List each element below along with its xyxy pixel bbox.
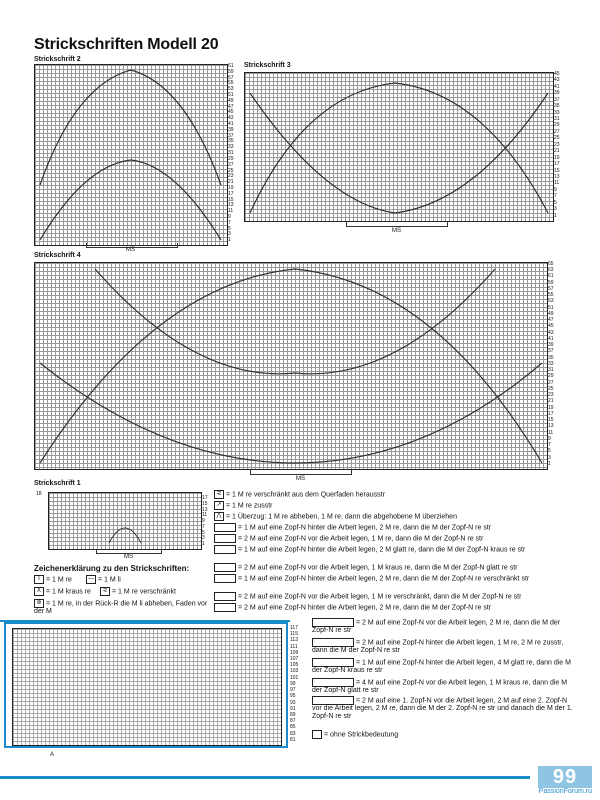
- chart-4-cables: [35, 263, 547, 469]
- cable-3-left-garter-icon: [214, 563, 236, 572]
- row-number: 3: [202, 535, 205, 542]
- legend-basic-2: X = 1 M kraus re: [34, 587, 91, 596]
- row-number: 11: [228, 208, 234, 215]
- row-number: 41: [548, 335, 554, 342]
- chart-1-row-numbers: [202, 496, 212, 548]
- row-number: 27: [548, 379, 554, 386]
- legend-lower-1: = 2 M auf eine Zopf-N hinter die Arbeit legen, 1 M re, 2 M re zusstr, dann die M der Zopf-N re str: [312, 639, 564, 655]
- chart-3-ms: MS: [392, 228, 401, 234]
- chart-1-cables: [49, 493, 201, 549]
- row-number: 7: [202, 523, 205, 530]
- chart-1-label: Strickschrift 1: [34, 480, 81, 487]
- row-number: 41: [228, 121, 234, 128]
- row-number: 13: [228, 202, 234, 209]
- cable-3-left-twisted-icon: [214, 592, 236, 601]
- row-number: 19: [554, 154, 560, 161]
- row-number: 13: [202, 506, 208, 513]
- legend-right-6: = 2 M auf eine Zopf-N vor die Arbeit legen, 1 M kraus re, dann die M der Zopf-N glatt re str: [214, 563, 594, 572]
- row-number: 11: [554, 180, 560, 187]
- row-number: 9: [548, 435, 551, 442]
- row-number: 25: [548, 385, 554, 392]
- row-number: 53: [548, 298, 554, 305]
- row-number: 51: [548, 304, 554, 311]
- cable-5-right-icon: [312, 658, 354, 667]
- row-number: 49: [228, 97, 234, 104]
- row-number: 7: [548, 442, 551, 449]
- chart-3-cables: [245, 73, 553, 221]
- row-number: 45: [228, 109, 234, 116]
- row-number: 47: [548, 317, 554, 324]
- row-number: 49: [548, 310, 554, 317]
- row-number: 35: [228, 138, 234, 145]
- row-number: 15: [228, 196, 234, 203]
- row-number: 111: [290, 643, 298, 650]
- row-number: 3: [554, 206, 557, 213]
- cable-3-left-icon: [214, 534, 236, 543]
- row-number: 19: [228, 184, 234, 191]
- row-number: 31: [554, 116, 560, 123]
- twisted-knit-icon: ⋜: [100, 587, 110, 596]
- row-number: 97: [290, 687, 296, 694]
- chart-3-label: Strickschrift 3: [244, 62, 291, 69]
- chart-4-label: Strickschrift 4: [34, 252, 81, 259]
- row-number: 9: [202, 518, 205, 525]
- skp-icon: ⋀: [214, 512, 224, 521]
- legend-right-3: = 1 M auf eine Zopf-N hinter die Arbeit legen, 2 M re, dann die M der Zopf-N re str: [214, 523, 594, 532]
- row-number: 117: [290, 625, 298, 631]
- row-number: 113: [290, 637, 298, 644]
- chart-2-ms: MS: [126, 247, 135, 253]
- row-number: 25: [554, 135, 560, 142]
- row-number: 15: [202, 500, 208, 507]
- row-number: 57: [228, 74, 234, 81]
- row-number: 5: [202, 529, 205, 536]
- row-number: 39: [554, 90, 560, 97]
- row-number: 17: [554, 161, 560, 168]
- cable-3-right-twisted-icon: [214, 574, 236, 583]
- legend-lower-4: = 2 M auf eine 1. Zopf-N vor die Arbeit legen, 2 M auf eine 2. Zopf-N vor die Arbeit legen, 2 M re, dann die M der 2. Zopf-N re str und danach die M der 1. Zopf-N re str: [312, 697, 573, 721]
- chart-5-grid: [12, 628, 282, 746]
- chart-2-grid: [34, 64, 228, 246]
- chart-1-top-left-number: 18: [36, 491, 42, 497]
- row-number: 59: [548, 279, 554, 286]
- chart-3-row-numbers: [554, 72, 568, 220]
- row-number: 29: [554, 122, 560, 129]
- page-number: 99: [538, 766, 592, 788]
- legend-lower-3: = 4 M auf eine Zopf-N vor die Arbeit legen, 1 M kraus re, dann die M der Zopf-N glatt re str: [312, 679, 568, 695]
- row-number: 17: [228, 190, 234, 197]
- row-number: 21: [228, 179, 234, 186]
- row-number: 31: [228, 150, 234, 157]
- no-stitch-icon: [312, 730, 322, 739]
- chart-3-ms-bracket: [346, 222, 448, 227]
- row-number: 93: [290, 699, 296, 706]
- chart-4-ms-bracket: [250, 470, 352, 475]
- cable-4-left-icon: [312, 618, 354, 627]
- row-number: 37: [554, 96, 560, 103]
- row-number: 47: [228, 103, 234, 110]
- row-number: 15: [548, 417, 554, 424]
- row-number: 85: [290, 724, 296, 731]
- row-number: 19: [548, 404, 554, 411]
- row-number: 21: [554, 148, 560, 155]
- row-number: 29: [548, 373, 554, 380]
- chart-3-grid: [244, 72, 554, 222]
- chart-1-ms-bracket: [96, 549, 162, 554]
- cable-4-dec-icon: [312, 638, 354, 647]
- row-number: 23: [228, 173, 234, 180]
- cable-4-right-icon: [214, 603, 236, 612]
- row-number: 13: [548, 423, 554, 430]
- purl-icon: —: [88, 576, 94, 582]
- row-number: 5: [548, 448, 551, 455]
- legend-basic-1: — = 1 M li: [88, 576, 121, 584]
- cable-3-right-garter-icon: [214, 545, 236, 554]
- chart-2-ms-bracket: [86, 243, 178, 248]
- row-number: 103: [290, 668, 299, 675]
- row-number: 17: [202, 495, 208, 501]
- row-number: 39: [548, 342, 554, 349]
- row-number: 91: [290, 705, 296, 712]
- row-number: 15: [554, 167, 560, 174]
- legend-right-8: = 2 M auf eine Zopf-N vor die Arbeit legen, 1 M re verschränkt, dann die M der Zopf-N re str: [214, 592, 594, 601]
- row-number: 115: [290, 631, 298, 638]
- row-number: 11: [548, 429, 554, 436]
- slip-stitch-icon: ⊛: [34, 599, 44, 608]
- row-number: 27: [554, 128, 560, 135]
- row-number: 23: [554, 141, 560, 148]
- row-number: 45: [554, 71, 560, 77]
- knit-icon: I: [34, 575, 44, 584]
- row-number: 31: [548, 367, 554, 374]
- chart-5-a-label: A: [50, 752, 55, 758]
- row-number: 21: [548, 398, 554, 405]
- row-number: 57: [548, 285, 554, 292]
- row-number: 1: [554, 212, 557, 219]
- chart-5-frame: [4, 622, 288, 748]
- row-number: 61: [548, 273, 554, 280]
- row-number: 99: [290, 680, 296, 687]
- legend-right-4: = 2 M auf eine Zopf-N vor die Arbeit legen, 1 M re, dann die M der Zopf-N re str: [214, 534, 594, 543]
- garter-icon: X: [34, 587, 44, 596]
- legend-lower-0: = 2 M auf eine Zopf-N vor die Arbeit legen, 2 M re, dann die M der Zopf-N re str: [312, 619, 561, 635]
- site-watermark: PassionForum.ru: [538, 788, 592, 795]
- row-number: 37: [228, 132, 234, 139]
- row-number: 33: [228, 144, 234, 151]
- legend-right-5: = 1 M auf eine Zopf-N hinter die Arbeit legen, 2 M glatt re, dann die M der Zopf-N kraus re str: [214, 545, 594, 554]
- row-number: 63: [548, 267, 554, 274]
- chart-2-cables: [35, 65, 227, 245]
- row-number: 61: [228, 63, 234, 69]
- blue-divider-bottom: [0, 776, 530, 779]
- row-number: 43: [228, 115, 234, 122]
- chart-4-row-numbers: [548, 262, 562, 468]
- row-number: 107: [290, 656, 299, 663]
- k2tog-icon: ↗: [214, 501, 224, 510]
- row-number: 29: [228, 155, 234, 162]
- legend-lower-2: = 1 M auf eine Zopf-N hinter die Arbeit legen, 4 M glatt re, dann die M der Zopf-N kraus re str: [312, 659, 571, 675]
- row-number: 27: [228, 161, 234, 168]
- row-number: 95: [290, 693, 296, 700]
- row-number: 1: [202, 541, 205, 548]
- page-title: Strickschriften Modell 20: [34, 36, 219, 53]
- chart-4-ms: MS: [296, 476, 305, 482]
- chart-2-row-numbers: [228, 64, 240, 244]
- legend-basic-3: ⋜ = 1 M re verschränkt: [100, 587, 176, 596]
- row-number: 5: [554, 199, 557, 206]
- cable-6-icon: [312, 696, 354, 705]
- row-number: 41: [554, 83, 560, 90]
- row-number: 3: [548, 454, 551, 461]
- row-number: 1: [228, 237, 231, 244]
- row-number: 23: [548, 392, 554, 399]
- legend-basic-4: ⊛ = 1 M re, in der Rück-R die M li abheben, Faden vor der M: [34, 600, 208, 616]
- chart-4-grid: [34, 262, 548, 470]
- row-number: 53: [228, 86, 234, 93]
- row-number: 35: [548, 354, 554, 361]
- twisted-increase-icon: ⋜: [214, 490, 224, 499]
- row-number: 51: [228, 92, 234, 99]
- row-number: 101: [290, 674, 299, 681]
- row-number: 81: [290, 736, 296, 743]
- row-number: 11: [202, 512, 208, 519]
- cable-3-right-icon: [214, 523, 236, 532]
- row-number: 55: [228, 80, 234, 87]
- row-number: 7: [228, 219, 231, 226]
- chart-2-label: Strickschrift 2: [34, 56, 81, 63]
- row-number: 109: [290, 649, 299, 656]
- row-number: 35: [554, 103, 560, 110]
- row-number: 39: [228, 126, 234, 133]
- row-number: 105: [290, 662, 299, 669]
- legend-title: Zeichenerklärung zu den Strickschriften:: [34, 564, 190, 573]
- row-number: 25: [228, 167, 234, 174]
- row-number: 13: [554, 173, 560, 180]
- legend-right-0: ⋜ = 1 M re verschränkt aus dem Querfaden herausstr: [214, 490, 594, 499]
- row-number: 3: [228, 231, 231, 238]
- row-number: 87: [290, 718, 296, 725]
- row-number: 65: [548, 261, 554, 267]
- row-number: 83: [290, 730, 296, 737]
- chart-5-row-numbers: [290, 626, 304, 744]
- legend-right-7: = 1 M auf eine Zopf-N hinter die Arbeit legen, 2 M re, dann die M der Zopf-N re verschränkt str: [214, 574, 594, 583]
- row-number: 37: [548, 348, 554, 355]
- row-number: 55: [548, 292, 554, 299]
- row-number: 33: [554, 109, 560, 116]
- row-number: 45: [548, 323, 554, 330]
- chart-1-grid: [48, 492, 202, 550]
- row-number: 5: [228, 225, 231, 232]
- row-number: 17: [548, 410, 554, 417]
- legend-right-1: ↗ = 1 M re zusstr: [214, 501, 594, 510]
- legend-lower-5: = ohne Strickbedeutung: [312, 730, 574, 739]
- row-number: 43: [554, 77, 560, 84]
- row-number: 7: [554, 193, 557, 200]
- row-number: 1: [548, 460, 551, 467]
- cable-5-left-icon: [312, 678, 354, 687]
- row-number: 9: [228, 213, 231, 220]
- legend-right-2: ⋀ = 1 Überzug: 1 M re abheben, 1 M re, dann die abgehobene M überziehen: [214, 512, 594, 521]
- row-number: 89: [290, 711, 296, 718]
- legend-right-9: = 2 M auf eine Zopf-N hinter die Arbeit legen, 2 M re, dann die M der Zopf-N re str: [214, 603, 594, 612]
- row-number: 9: [554, 186, 557, 193]
- row-number: 33: [548, 360, 554, 367]
- chart-1-ms: MS: [124, 554, 133, 560]
- legend-basic-0: I = 1 M re: [34, 575, 72, 584]
- row-number: 59: [228, 68, 234, 75]
- row-number: 43: [548, 329, 554, 336]
